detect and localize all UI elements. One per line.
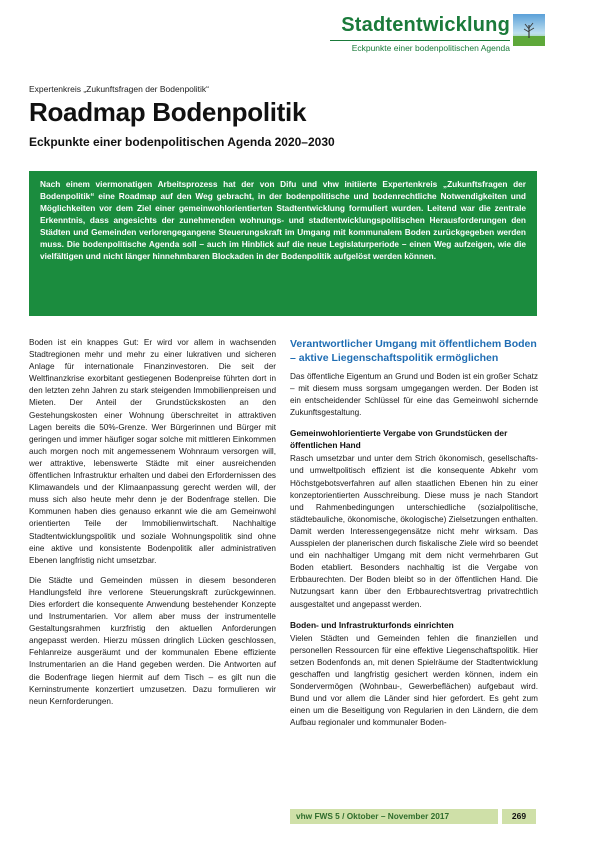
- page-number: 269: [502, 809, 536, 824]
- body-paragraph: Vielen Städten und Gemeinden fehlen die finanziellen und personellen Ressourcen für eine effektive Liegenschaftspolitik. Hier setzen Bodenfonds an, mit denen Spielräume der Stadtentwicklung geschaffen und langfristig gesichert werden können, indem ein Sondervermögen (Wohnbau-, Gewerbeflächen) aufgebaut wird. Bund und vor allem die Länder sind hier gefordert. Es geht zum einen um die Beseitigung von Regularien in den Ländern, die dem Aufbau regionaler und kommunaler Boden-: [290, 633, 538, 728]
- header-divider: [330, 40, 510, 41]
- section-title: Stadtentwicklung: [341, 14, 510, 36]
- kicker: Expertenkreis „Zukunftsfragen der Bodenpolitik“: [29, 84, 210, 94]
- body-paragraph: Boden ist ein knappes Gut: Er wird vor allem in wachsenden Stadtregionen mehr und mehr zu einer lukrativen und sicheren Anlage für internationale Finanzinvestoren. Die seit der Weltfinanzkrise exorbitant gestiegenen Bodenpreise führten dort in den letzten zehn Jahren zu stark steigenden Immobilienpreisen und Mieten. Der Anteil der Grundstückskosten an den Gestehungskosten einer Wohnung überschreitet in attraktiven Lagen bereits die 50%-Grenze. Wer Bürgerinnen und Bürger mit geringen und immer häufiger sogar solche mit mittleren Einkommen auch morgen noch mit angemessenem Wohnraum versorgen will, wer attraktive, lebenswerte Städte mit einer ausreichenden öffentlichen Infrastruktur erhalten und dabei den Erfordernissen des Klimawandels und der Klimaanpassung gerecht werden will, der muss sich also heute mehr denn je der Bodenfrage stellen. Die Kommunen haben dies genauso erkannt wie die am Gemeinwohl orientierten Teile der Immobilienwirtschaft. Nachhaltige Stadtentwicklungspolitik und soziale Wohnungspolitik sind ohne eine aktive und konsistente Bodenpolitik aller administrativen Ebenen langfristig nicht umsetzbar.: [29, 338, 276, 565]
- section-subtitle: Eckpunkte einer bodenpolitischen Agenda: [351, 43, 510, 53]
- right-column: [290, 337, 538, 737]
- tree-landscape-icon: [513, 14, 545, 46]
- intro-box: [29, 171, 537, 316]
- section-intro: Das öffentliche Eigentum an Grund und Boden ist ein großer Schatz – mit diesem muss sorgsam umgegangen werden. Der Boden ist ein entscheidender Schlüssel für eine das Gemeinwohl sichernde Zukunftsgestaltung.: [290, 372, 538, 418]
- page-subtitle: Eckpunkte einer bodenpolitischen Agenda 2020–2030: [29, 135, 335, 149]
- section-heading: Verantwortlicher Umgang mit öffentlichem Boden – aktive Liegenschaftspolitik ermöglichen: [290, 338, 537, 364]
- body-paragraph: Die Städte und Gemeinden müssen in diesem besonderen Handlungsfeld ihre verlorene Steuerungskraft zurückgewinnen. Dies erfordert die konsequente Anwendung bestehender Konzepte und Instrumentarien. Vor allem aber muss der instrumentelle Gestaltungsrahmen kurzfristig den aktuellen Anforderungen angepasst werden. Hierzu müssen dringlich Lücken geschlossen, Fehlanreize ausgeräumt und der kommunalen Ebene effiziente Instrumentarien an die Hand gegeben werden. Die Antworten auf die Bodenfrage liegen hiermit auf dem Tisch – es gilt nun die Kerninstrumente konzertiert umzusetzen. Dazu formulieren wir neun Kernforderungen.: [29, 575, 276, 706]
- subheading: Boden- und Infrastrukturfonds einrichten: [290, 619, 454, 630]
- intro-text: Nach einem viermonatigen Arbeitsprozess hat der von Difu und vhw initiierte Expertenkreis „Zukunftsfragen der Bodenpolitik“ eine Roadmap auf den Weg gebracht, in der bodenpolitische und bodenrechtliche Notwendigkeiten und Möglichkeiten vor dem Ziel einer gemeinwohlorientierten Stadtentwicklung formuliert wurden. Leitend war die zentrale Erkenntnis, dass angesichts der zunehmenden wohnungs- und stadtentwicklungspolitischen Herausforderungen den Städten und Gemeinden verlorengegangene Steuerungskraft im Umgang mit kommunalem Boden zurückgegeben werden muss. Die bodenpolitische Agenda soll – auch im Hinblick auf die neue Legislaturperiode – einen Weg aufzeigen, wie die vielfältigen und nicht länger hinnehmbaren Blockaden in der Bodenpolitik aufgelöst werden können.: [40, 179, 526, 261]
- footer-issue: vhw FWS 5 / Oktober – November 2017: [290, 809, 498, 824]
- body-paragraph: Rasch umsetzbar und unter dem Strich ökonomisch, gesellschafts- und umweltpolitisch effizient ist die konsequente Abkehr vom Höchstgebotsverfahren auf allen staatlichen Ebenen hin zu einer konzeptorientierten Ausschreibung. Diese muss je nach Standort und Rahmenbedingungen unterschiedliche (sozialpolitische, städtebauliche, ökonomische, ökologische) Zielsetzungen enthalten. Damit werden Interessengegensätze nicht mehr wirksam. Das Ausspielen der planerischen durch fiskalische Ziele wird so beendet und ein nachhaltiger Umgang mit dem nicht vermehrbaren Gut Boden etabliert. Besonders nachhaltig ist die Vergabe von Erbbaurechten. Der Boden bleibt so in der öffentlichen Hand. Die Nutzungsart kann über den Erbbaurechtsvertrag privatrechtlich ausgestaltet und angepasst werden.: [290, 454, 538, 609]
- page-title: Roadmap Bodenpolitik: [29, 97, 307, 127]
- subheading: Gemeinwohlorientierte Vergabe von Grundstücken der öffentlichen Hand: [290, 428, 508, 451]
- left-column: [29, 337, 276, 716]
